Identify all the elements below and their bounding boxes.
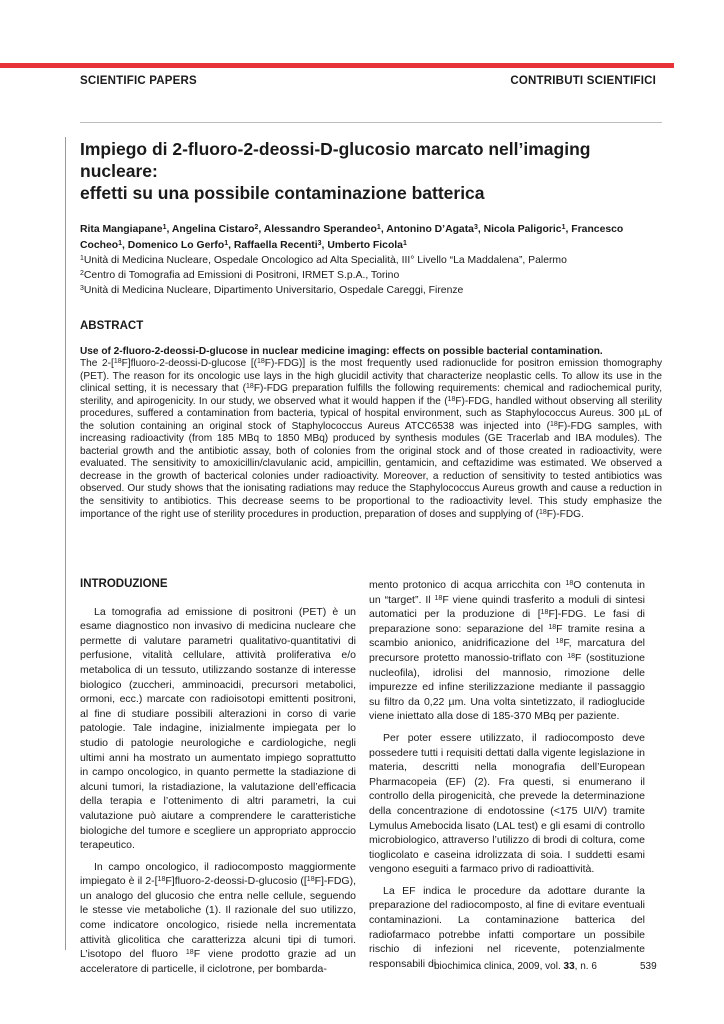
abstract-title: Use of 2-fluoro-2-deossi-D-glucose in nuclear medicine imaging: effects on possible bacterial contamination. (80, 346, 603, 357)
article-title (80, 138, 660, 204)
author-name: Francesco Cocheo$^1$ (80, 224, 624, 251)
author-list: Rita Mangiapane$^1$, Angelina Cistaro$^2$, Alessandro Sperandeo$^1$, Antonino D’Agata$^3$, Nicola Paligoric$^1$, Francesco Cocheo$^1$, Domenico Lo Gerfo$^1$, Raffaella Recenti$^3$, Umberto Ficola$^1$ (80, 224, 624, 251)
body-column-left (80, 577, 356, 976)
body-paragraph: mento protonico di acqua arricchita con $^{18}$O contenuta in un “target”. Il $^{18}$F viene quindi trasferito a moduli di sintesi automatici per la produzione di [$^{18}$F]-FDG. Le fasi di preparazione sono: separazione del $^{18}$F tramite resina a scambio anionico, anidrificazione del $^{18}$F, marcatura del precursore protetto manossio-triflato con $^{18}$F (sostituzione nucleofila), idrolisi del mannosio, rimozione delle impurezze ed infine sterilizzazione mediante il passaggio su filtro da 0,22 µm. Una volta sintetizzato, il radioglucide viene iniettato alla dose di 185-370 MBq per paziente. (369, 579, 646, 723)
header-accent-bar (0, 63, 674, 68)
affiliation-3: $^3$Unità di Medicina Nucleare, Dipartimento Universitario, Ospedale Careggi, Firenze (80, 285, 464, 296)
margin-rule (65, 137, 66, 950)
header-divider (80, 122, 662, 123)
page-number: 539 (640, 961, 657, 972)
author-name: Antonino D’Agata$^3$ (386, 224, 478, 235)
author-name: Domenico Lo Gerfo$^1$ (127, 239, 229, 251)
intro-heading: INTRODUZIONE (80, 578, 168, 590)
affiliation-2: $^2$Centro di Tomografia ad Emissioni di Positroni, IRMET S.p.A., Torino (80, 270, 400, 281)
author-name: Nicola Paligoric$^1$ (483, 224, 566, 235)
body-paragraph: La EF indica le procedure da adottare durante la preparazione del radiocomposto, al fine di evitare eventuali contaminazioni. La contaminazione batterica del radiofarmaco potrebbe infatti comportare un possibile rischio di infezioni nel ricevente, potenzialmente responsabili di (369, 884, 645, 970)
body-paragraph: Per poter essere utilizzato, il radiocomposto deve possedere tutti i requisiti dettati dalla vigente legislazione in materia, descritti nella monografia dell’European Pharmacopeia (EF) (2). Fra questi, si enumerano il controllo della pirogenicità, che prevede la determinazione della concentrazione di endotossine (<175 UI/V) tramite Lymulus Amebocida lisato (LAL test) e gli esami di controllo microbiologico, attraverso l’utilizzo di brodi di coltura, come tioglicolato e caseina idrolizzata di soia. I suddetti esami vengono eseguiti a farmaco privo di radioattività. (369, 731, 645, 876)
abstract-heading: ABSTRACT (80, 320, 144, 332)
article-title-line2: effetti su una possibile contaminazione batterica (80, 183, 485, 203)
author-name: Raffaella Recenti$^3$ (233, 239, 322, 251)
affiliation-1: $^1$Unità di Medicina Nucleare, Ospedale Oncologico ad Alta Specialità, III° Livello “La Maddalena”, Palermo (80, 255, 567, 266)
author-name: Angelina Cistaro$^2$ (171, 224, 259, 235)
body-column-right (369, 578, 645, 971)
author-name: Umberto Ficola$^1$ (327, 239, 407, 251)
author-name: Alessandro Sperandeo$^1$ (263, 224, 381, 235)
body-paragraph: La tomografia ad emissione di positroni (PET) è un esame diagnostico non invasivo di medicina nucleare che permette di valutare parametri qualitativo-quantitativi di perfusione, vitalità cellulare, attività proliferativa e/o metabolica di un tessuto, utilizzando sostanze di interesse biologico (zuccheri, amminoacidi, precursori metabolici, ormoni, ecc.) marcate con radioisotopi emittenti positroni, al fine di studiare possibili alterazioni in corso di varie patologie. Tale indagine, inizialmente impiegata per lo studio di patologie neurologiche e cardiologiche, negli ultimi anni ha mostrato un aumentato impiego soprattutto in campo oncologico, in quanto permette la stadiazione di alcuni tumori, la ristadiazione, la valutazione dell’efficacia della terapia e l’ottenimento di altri parametri, la cui valutazione può aiutare a comprendere le caratteristiche biologiche del tumore e scegliere un appropriato approccio terapeutico. (80, 605, 356, 852)
section-label-italian: CONTRIBUTI SCIENTIFICI (510, 75, 656, 87)
article-title-line1: Impiego di 2-fluoro-2-deossi-D-glucosio marcato nell’imaging nucleare: (80, 139, 591, 181)
section-label-english: SCIENTIFIC PAPERS (80, 75, 197, 87)
abstract-text: The 2-[$^{18}$F]fluoro-2-deossi-D-glucose [($^{18}$F)-FDG)] is the most frequently used radionuclide for positron emission thomography (PET). The reason for its oncologic use lays in the high glucidil activity that characterize neoplastic cells. To allow its use in the clinical setting, it is necessary that ($^{18}$F)-FDG preparation fulfills the following requirements: chemical and radiochemical purity, sterility, and apirogenicity. In our study, we observed what it would happen if the ($^{18}$F)-FDG, handled without observing all sterility procedures, suffered a contamination from bacteria, typical of hospital environment, such as Staphylococcus Aureus. 300 µL of the solution containing an original stock of Staphylococcus Aureus ATCC6538 was injected into ($^{18}$F)-FDG samples, with increasing radioactivity (from 185 MBq to 1850 MBq) produced by synthesis modules (GE Tracerlab and IBA modules). The bacterial growth and the antibiotic assay, both of colonies from the original stock and of those created in radioactivity, were evaluated. The sensitivity to amoxicillin/clavulanic acid, ampicillin, gentamicin, and ceftazidime was estimated. We observed a decrease in the growth of bacterical colonies under radioactivity. Moreover, a reduction of sensitivity to tested antibiotics was observed. Our study shows that the ionisating radiations may reduce the Staphylococcus Aureus growth and cause a reduction in the sensitivity to antibiotics. This decrease seems to be proportional to the radioactivity level. This study emphasize the importance of the right use of sterility procedures in production, preparation of doses and supplying of ($^{18}$F)-FDG. (80, 358, 663, 520)
body-paragraph: In campo oncologico, il radiocomposto maggiormente impiegato è il 2-[$^{18}$F]fluoro-2-deossi-D-glucosio ([$^{18}$F]-FDG), un analogo del glucosio che entra nelle cellule, seguendo le stesse vie metaboliche (1). Il razionale del suo utilizzo, come indicatore oncologico, risiede nella incrementata attività glicolitica che caratterizza alcuni tipi di tumori. L’isotopo del fluoro $^{18}$F viene prodotto grazie ad un acceleratore di particelle, il ciclotrone, per bombarda- (80, 860, 356, 975)
volume-number: 33 (563, 961, 575, 972)
author-name: Rita Mangiapane$^1$ (80, 224, 167, 235)
journal-citation: biochimica clinica, 2009, vol. 33, n. 6 (434, 961, 597, 972)
